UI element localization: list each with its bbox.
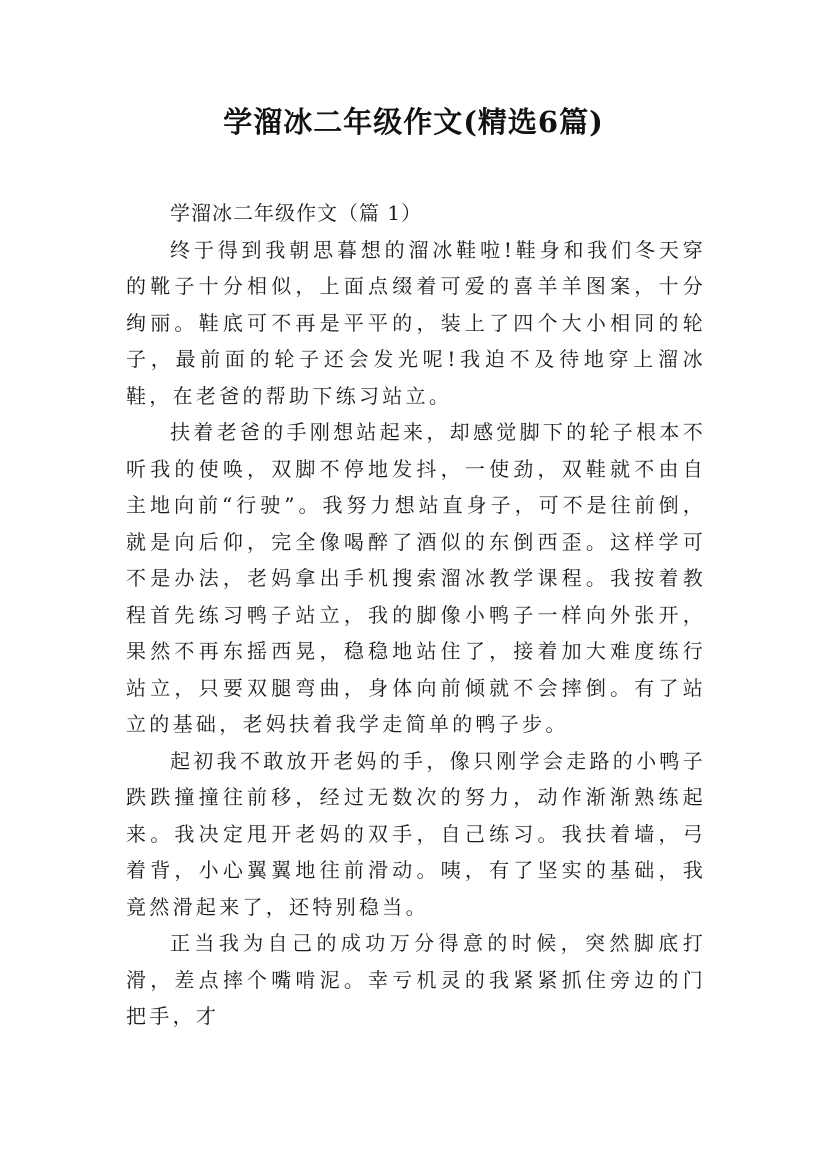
document-body xyxy=(126,195,706,1035)
paragraph-1: 终于得到我朝思暮想的溜冰鞋啦!鞋身和我们冬天穿的靴子十分相似，上面点缀着可爱的喜羊羊图案，十分绚丽。鞋底可不再是平平的，装上了四个大小相同的轮子，最前面的轮子还会发光呢!我迫不及待地穿上溜冰鞋，在老爸的帮助下练习站立。 xyxy=(126,237,706,408)
paragraph-4: 正当我为自己的成功万分得意的时候，突然脚底打滑，差点摔个嘴啃泥。幸亏机灵的我紧紧抓住旁边的门把手，才 xyxy=(126,931,706,1028)
paragraph-2: 扶着老爸的手刚想站起来，却感觉脚下的轮子根本不听我的使唤，双脚不停地发抖，一使劲，双鞋就不由自主地向前“行驶”。我努力想站直身子，可不是往前倒，就是向后仰，完全像喝醉了酒似的东倒西歪。这样学可不是办法，老妈拿出手机搜索溜冰教学课程。我按着教程首先练习鸭子站立，我的脚像小鸭子一样向外张开，果然不再东摇西晃，稳稳地站住了，接着加大难度练行站立，只要双腿弯曲，身体向前倾就不会摔倒。有了站立的基础，老妈扶着我学走简单的鸭子步。 xyxy=(126,420,706,736)
paragraph-3: 起初我不敢放开老妈的手，像只刚学会走路的小鸭子跌跌撞撞往前移，经过无数次的努力，动作渐渐熟练起来。我决定甩开老妈的双手，自己练习。我扶着墙，弓着背，小心翼翼地往前滑动。咦，有了坚实的基础，我竟然滑起来了，还特别稳当。 xyxy=(126,748,706,919)
document-title: 学溜冰二年级作文(精选6篇) xyxy=(223,105,604,139)
section-heading: 学溜冰二年级作文（篇 1） xyxy=(170,201,423,225)
